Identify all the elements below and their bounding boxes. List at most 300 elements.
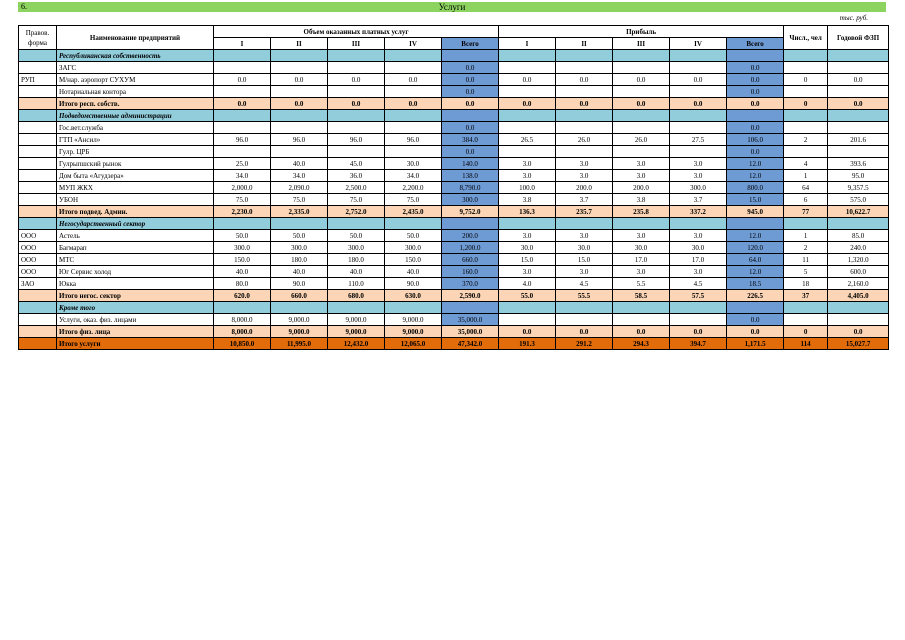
value-cell: 12.0 — [727, 170, 784, 182]
total-row — [19, 290, 889, 302]
value-cell — [499, 110, 556, 122]
enterprise-name-cell: МУП ЖКХ — [57, 182, 214, 194]
value-cell: 0.0 — [727, 74, 784, 86]
legal-form-cell: ООО — [19, 242, 57, 254]
table-row — [19, 122, 889, 134]
value-cell — [670, 122, 727, 134]
value-cell: 0.0 — [214, 74, 271, 86]
value-cell: 0.0 — [613, 74, 670, 86]
value-cell: 3.0 — [613, 266, 670, 278]
value-cell: 235.8 — [613, 206, 670, 218]
value-cell: 35,000.0 — [442, 314, 499, 326]
value-cell — [385, 302, 442, 314]
value-cell: 240.0 — [828, 242, 889, 254]
value-cell: 191.3 — [499, 338, 556, 350]
value-cell: 96.0 — [328, 134, 385, 146]
value-cell: 630.0 — [385, 290, 442, 302]
col-header-q4: IV — [385, 38, 442, 50]
value-cell: 945.0 — [727, 206, 784, 218]
enterprise-name-cell: Подведомственные администрации — [57, 110, 214, 122]
value-cell: 34.0 — [271, 170, 328, 182]
value-cell — [727, 218, 784, 230]
value-cell: 37 — [784, 290, 828, 302]
enterprise-name-cell: Республиканская собственность — [57, 50, 214, 62]
value-cell: 18 — [784, 278, 828, 290]
value-cell: 3.8 — [613, 194, 670, 206]
value-cell — [784, 62, 828, 74]
value-cell — [499, 62, 556, 74]
value-cell — [556, 62, 613, 74]
value-cell: 3.0 — [499, 158, 556, 170]
value-cell: 18.5 — [727, 278, 784, 290]
table-row — [19, 170, 889, 182]
value-cell: 1,171.5 — [727, 338, 784, 350]
value-cell: 3.7 — [670, 194, 727, 206]
value-cell: 58.5 — [613, 290, 670, 302]
enterprise-name-cell: Гос.вет.служба — [57, 122, 214, 134]
value-cell: 85.0 — [828, 230, 889, 242]
value-cell: 50.0 — [214, 230, 271, 242]
value-cell: 0.0 — [442, 86, 499, 98]
value-cell: 3.0 — [613, 158, 670, 170]
value-cell: 96.0 — [214, 134, 271, 146]
value-cell: 5.5 — [613, 278, 670, 290]
value-cell — [214, 146, 271, 158]
value-cell — [828, 62, 889, 74]
value-cell: 0.0 — [328, 74, 385, 86]
value-cell — [613, 218, 670, 230]
table-row — [19, 266, 889, 278]
value-cell: 0 — [784, 74, 828, 86]
col-header-profit-total: Всего — [727, 38, 784, 50]
value-cell — [328, 62, 385, 74]
value-cell: 11 — [784, 254, 828, 266]
value-cell — [271, 146, 328, 158]
value-cell — [271, 110, 328, 122]
legal-form-cell — [19, 218, 57, 230]
value-cell: 0.0 — [613, 326, 670, 338]
value-cell: 11,995.0 — [271, 338, 328, 350]
value-cell — [556, 218, 613, 230]
value-cell: 0.0 — [442, 122, 499, 134]
table-row — [19, 74, 889, 86]
enterprise-name-cell: Негосударственный сектор — [57, 218, 214, 230]
value-cell: 2 — [784, 242, 828, 254]
value-cell: 9,000.0 — [328, 326, 385, 338]
table-row — [19, 230, 889, 242]
unit-label: тыс. руб. — [839, 14, 868, 22]
value-cell: 15.0 — [556, 254, 613, 266]
value-cell: 3.0 — [499, 170, 556, 182]
value-cell: 3.0 — [499, 230, 556, 242]
value-cell: 0.0 — [442, 146, 499, 158]
legal-form-cell — [19, 122, 57, 134]
value-cell: 3.7 — [556, 194, 613, 206]
value-cell — [556, 122, 613, 134]
value-cell: 3.0 — [670, 266, 727, 278]
value-cell — [828, 146, 889, 158]
value-cell: 0.0 — [727, 314, 784, 326]
value-cell: 4.5 — [670, 278, 727, 290]
table-row — [19, 146, 889, 158]
value-cell — [613, 146, 670, 158]
value-cell — [442, 110, 499, 122]
value-cell — [214, 50, 271, 62]
value-cell: 15.0 — [499, 254, 556, 266]
value-cell — [784, 146, 828, 158]
value-cell: 0.0 — [271, 74, 328, 86]
value-cell: 9,000.0 — [271, 326, 328, 338]
table-row — [19, 314, 889, 326]
value-cell — [613, 62, 670, 74]
value-cell — [271, 62, 328, 74]
value-cell: 40.0 — [328, 266, 385, 278]
value-cell: 8,000.0 — [214, 314, 271, 326]
value-cell: 35,000.0 — [442, 326, 499, 338]
value-cell: 3.0 — [670, 158, 727, 170]
value-cell: 180.0 — [328, 254, 385, 266]
value-cell: 0.0 — [727, 86, 784, 98]
value-cell — [385, 62, 442, 74]
value-cell — [670, 218, 727, 230]
legal-form-cell — [19, 194, 57, 206]
value-cell: 17.0 — [613, 254, 670, 266]
value-cell: 47,342.0 — [442, 338, 499, 350]
value-cell: 40.0 — [271, 266, 328, 278]
value-cell: 30.0 — [556, 242, 613, 254]
value-cell — [214, 62, 271, 74]
value-cell: 36.0 — [328, 170, 385, 182]
legal-form-cell: ЗАО — [19, 278, 57, 290]
value-cell: 2,590.0 — [442, 290, 499, 302]
value-cell: 0.0 — [727, 326, 784, 338]
value-cell: 26.5 — [499, 134, 556, 146]
value-cell: 0.0 — [670, 326, 727, 338]
section-row — [19, 110, 889, 122]
value-cell: 1,320.0 — [828, 254, 889, 266]
col-group-services: Объем оказанных платных услуг — [214, 26, 499, 38]
legal-form-cell — [19, 50, 57, 62]
value-cell — [385, 86, 442, 98]
value-cell: 10,622.7 — [828, 206, 889, 218]
services-table — [18, 25, 889, 350]
value-cell: 3.0 — [556, 158, 613, 170]
value-cell: 2,500.0 — [328, 182, 385, 194]
value-cell: 394.7 — [670, 338, 727, 350]
section-row — [19, 302, 889, 314]
value-cell: 96.0 — [271, 134, 328, 146]
value-cell: 180.0 — [271, 254, 328, 266]
value-cell: 75.0 — [385, 194, 442, 206]
value-cell: 4,405.0 — [828, 290, 889, 302]
col-header-q1: I — [214, 38, 271, 50]
enterprise-name-cell: МТС — [57, 254, 214, 266]
value-cell: 1 — [784, 230, 828, 242]
value-cell: 3.0 — [670, 170, 727, 182]
enterprise-name-cell: Дом быта «Агудзера» — [57, 170, 214, 182]
enterprise-name-cell: Гулр. ЦРБ — [57, 146, 214, 158]
value-cell: 3.0 — [556, 170, 613, 182]
value-cell: 300.0 — [214, 242, 271, 254]
legal-form-cell — [19, 134, 57, 146]
col-header-total: Всего — [442, 38, 499, 50]
value-cell: 9,752.0 — [442, 206, 499, 218]
value-cell: 4.5 — [556, 278, 613, 290]
value-cell: 3.0 — [556, 230, 613, 242]
value-cell: 0.0 — [613, 98, 670, 110]
table-row — [19, 194, 889, 206]
legal-form-cell — [19, 146, 57, 158]
value-cell: 40.0 — [214, 266, 271, 278]
value-cell — [556, 146, 613, 158]
value-cell: 96.0 — [385, 134, 442, 146]
value-cell: 0.0 — [727, 146, 784, 158]
col-header-form: Правов. форма — [19, 26, 57, 50]
value-cell: 0.0 — [556, 326, 613, 338]
enterprise-name-cell: Нотариальная контора — [57, 86, 214, 98]
value-cell — [670, 302, 727, 314]
table-row — [19, 182, 889, 194]
value-cell: 2 — [784, 134, 828, 146]
value-cell — [271, 122, 328, 134]
value-cell: 0.0 — [828, 326, 889, 338]
value-cell: 300.0 — [670, 182, 727, 194]
report-title-bar — [18, 2, 886, 12]
value-cell: 64 — [784, 182, 828, 194]
value-cell — [499, 86, 556, 98]
value-cell: 0.0 — [442, 62, 499, 74]
value-cell: 15.0 — [727, 194, 784, 206]
value-cell: 0.0 — [499, 326, 556, 338]
value-cell: 50.0 — [271, 230, 328, 242]
value-cell — [328, 302, 385, 314]
value-cell: 300.0 — [442, 194, 499, 206]
value-cell: 384.0 — [442, 134, 499, 146]
value-cell: 1,200.0 — [442, 242, 499, 254]
value-cell: 2,090.0 — [271, 182, 328, 194]
value-cell — [670, 110, 727, 122]
value-cell: 2,200.0 — [385, 182, 442, 194]
value-cell: 30.0 — [499, 242, 556, 254]
table-row — [19, 158, 889, 170]
value-cell — [214, 302, 271, 314]
report-title: Услуги — [438, 2, 466, 12]
value-cell: 3.0 — [556, 266, 613, 278]
legal-form-cell — [19, 182, 57, 194]
value-cell — [556, 50, 613, 62]
value-cell — [499, 122, 556, 134]
value-cell: 25.0 — [214, 158, 271, 170]
value-cell — [613, 302, 670, 314]
section-row — [19, 218, 889, 230]
value-cell: 80.0 — [214, 278, 271, 290]
col-header-q2: II — [271, 38, 328, 50]
value-cell: 300.0 — [385, 242, 442, 254]
value-cell: 3.0 — [613, 230, 670, 242]
col-header-q3: III — [328, 38, 385, 50]
value-cell: 8,000.0 — [214, 326, 271, 338]
value-cell: 12,065.0 — [385, 338, 442, 350]
value-cell: 2,752.0 — [328, 206, 385, 218]
col-header-profit-q3: III — [613, 38, 670, 50]
value-cell — [828, 314, 889, 326]
value-cell: 9,000.0 — [328, 314, 385, 326]
value-cell — [828, 110, 889, 122]
value-cell: 0.0 — [499, 98, 556, 110]
enterprise-name-cell: Итого респ. собств. — [57, 98, 214, 110]
value-cell: 3.0 — [613, 170, 670, 182]
value-cell — [613, 86, 670, 98]
value-cell — [271, 218, 328, 230]
value-cell: 370.0 — [442, 278, 499, 290]
legal-form-cell — [19, 302, 57, 314]
value-cell — [328, 122, 385, 134]
value-cell — [385, 110, 442, 122]
total-row — [19, 338, 889, 350]
legal-form-cell — [19, 290, 57, 302]
enterprise-name-cell: Итого физ. лица — [57, 326, 214, 338]
enterprise-name-cell: Кроме того — [57, 302, 214, 314]
section-row — [19, 50, 889, 62]
value-cell: 95.0 — [828, 170, 889, 182]
value-cell: 0.0 — [727, 122, 784, 134]
value-cell: 0.0 — [727, 62, 784, 74]
value-cell — [556, 302, 613, 314]
value-cell — [328, 86, 385, 98]
value-cell: 800.0 — [727, 182, 784, 194]
value-cell: 0.0 — [328, 98, 385, 110]
enterprise-name-cell: УБОН — [57, 194, 214, 206]
total-row — [19, 206, 889, 218]
value-cell: 393.6 — [828, 158, 889, 170]
value-cell: 575.0 — [828, 194, 889, 206]
value-cell — [385, 122, 442, 134]
value-cell — [214, 122, 271, 134]
value-cell: 45.0 — [328, 158, 385, 170]
enterprise-name-cell: Итого негос. сектор — [57, 290, 214, 302]
value-cell: 337.2 — [670, 206, 727, 218]
legal-form-cell: ООО — [19, 266, 57, 278]
value-cell: 201.6 — [828, 134, 889, 146]
value-cell: 8,790.0 — [442, 182, 499, 194]
value-cell — [727, 50, 784, 62]
value-cell: 5 — [784, 266, 828, 278]
value-cell: 4 — [784, 158, 828, 170]
value-cell — [271, 86, 328, 98]
value-cell — [613, 314, 670, 326]
value-cell — [784, 86, 828, 98]
enterprise-name-cell: Услуги, оказ. физ. лицами — [57, 314, 214, 326]
value-cell: 3.0 — [499, 266, 556, 278]
value-cell: 50.0 — [328, 230, 385, 242]
section-number: 6. — [21, 2, 27, 11]
value-cell: 12.0 — [727, 230, 784, 242]
value-cell — [442, 302, 499, 314]
value-cell — [214, 218, 271, 230]
value-cell: 660.0 — [271, 290, 328, 302]
value-cell: 40.0 — [271, 158, 328, 170]
value-cell — [499, 314, 556, 326]
value-cell — [670, 86, 727, 98]
value-cell: 75.0 — [214, 194, 271, 206]
col-header-profit-q2: II — [556, 38, 613, 50]
enterprise-name-cell: ГТП «Ансил» — [57, 134, 214, 146]
value-cell — [385, 50, 442, 62]
table-row — [19, 62, 889, 74]
enterprise-name-cell: Багмарап — [57, 242, 214, 254]
value-cell: 0.0 — [670, 74, 727, 86]
legal-form-cell: ООО — [19, 230, 57, 242]
value-cell: 300.0 — [271, 242, 328, 254]
legal-form-cell — [19, 206, 57, 218]
table-row — [19, 254, 889, 266]
value-cell — [328, 50, 385, 62]
value-cell: 2,000.0 — [214, 182, 271, 194]
enterprise-name-cell: Астель — [57, 230, 214, 242]
value-cell: 120.0 — [727, 242, 784, 254]
value-cell: 12.0 — [727, 266, 784, 278]
value-cell: 77 — [784, 206, 828, 218]
value-cell: 0.0 — [385, 98, 442, 110]
value-cell: 294.3 — [613, 338, 670, 350]
value-cell: 34.0 — [385, 170, 442, 182]
value-cell: 9,000.0 — [385, 314, 442, 326]
value-cell: 138.0 — [442, 170, 499, 182]
col-header-profit-q4: IV — [670, 38, 727, 50]
value-cell — [271, 50, 328, 62]
legal-form-cell — [19, 170, 57, 182]
table-row — [19, 134, 889, 146]
value-cell: 100.0 — [499, 182, 556, 194]
enterprise-name-cell: Юкка — [57, 278, 214, 290]
value-cell: 30.0 — [670, 242, 727, 254]
value-cell: 40.0 — [385, 266, 442, 278]
value-cell — [670, 62, 727, 74]
legal-form-cell — [19, 326, 57, 338]
value-cell — [385, 146, 442, 158]
value-cell — [613, 110, 670, 122]
value-cell — [828, 302, 889, 314]
value-cell — [499, 218, 556, 230]
value-cell: 110.0 — [328, 278, 385, 290]
value-cell: 0 — [784, 326, 828, 338]
value-cell: 2,335.0 — [271, 206, 328, 218]
value-cell — [328, 218, 385, 230]
value-cell — [784, 314, 828, 326]
value-cell — [784, 50, 828, 62]
value-cell: 0.0 — [214, 98, 271, 110]
value-cell: 2,435.0 — [385, 206, 442, 218]
value-cell: 0 — [784, 98, 828, 110]
value-cell: 0.0 — [828, 74, 889, 86]
value-cell: 0.0 — [670, 98, 727, 110]
value-cell: 0.0 — [556, 98, 613, 110]
value-cell — [271, 302, 328, 314]
value-cell — [499, 302, 556, 314]
value-cell: 235.7 — [556, 206, 613, 218]
value-cell — [727, 302, 784, 314]
enterprise-name-cell: Итого подвед. Админ. — [57, 206, 214, 218]
value-cell — [784, 122, 828, 134]
value-cell: 26.0 — [556, 134, 613, 146]
legal-form-cell — [19, 110, 57, 122]
value-cell: 0.0 — [442, 98, 499, 110]
value-cell: 660.0 — [442, 254, 499, 266]
value-cell: 0.0 — [727, 98, 784, 110]
value-cell — [556, 314, 613, 326]
value-cell: 30.0 — [385, 158, 442, 170]
col-header-profit-q1: I — [499, 38, 556, 50]
